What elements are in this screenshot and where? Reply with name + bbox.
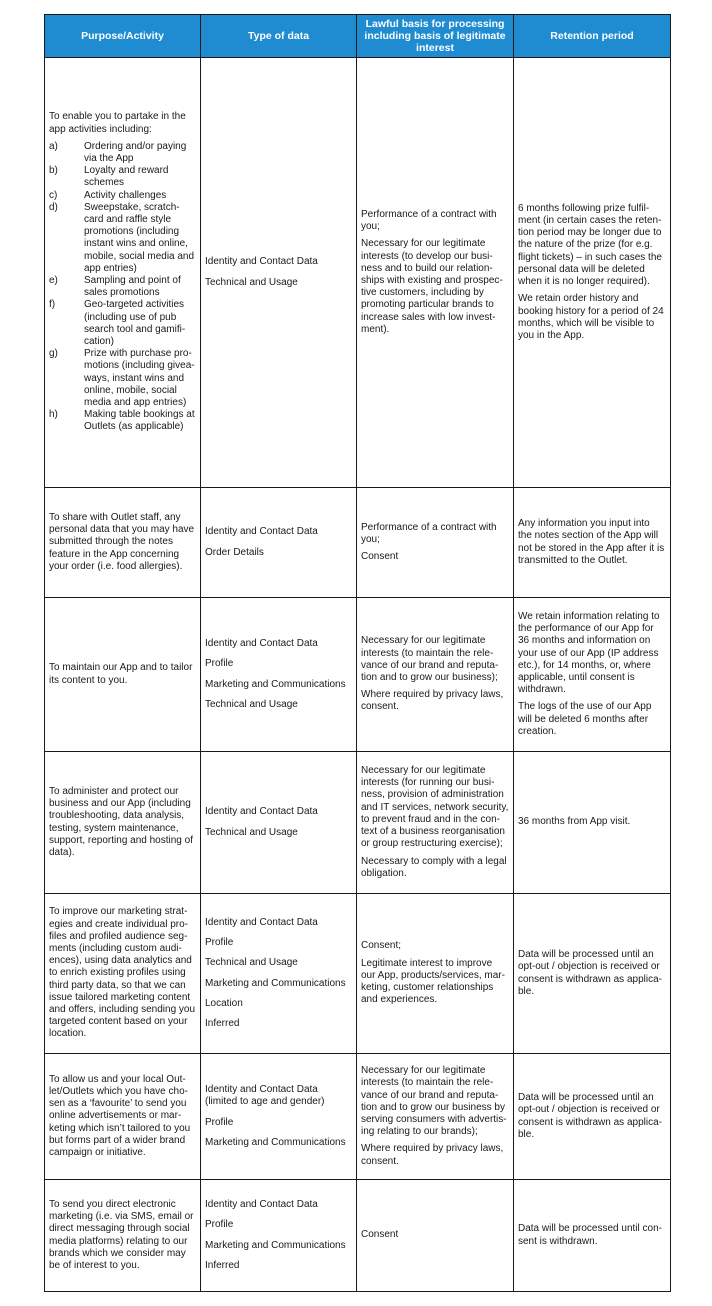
purpose-cell bbox=[45, 488, 201, 598]
basis-paragraph: Necessary for our legitimate interests (to develop our business and to build our relationships with existing and prospective customers, including by promoting particular brands to increase sales with low investment). bbox=[361, 238, 503, 335]
retention-cell bbox=[514, 1054, 671, 1180]
basis-paragraph: Legitimate interest to improve our App, products/services, marketing, customer relationships and experiences. bbox=[361, 957, 505, 1006]
purpose-text: To allow us and your local Outlet/Outlets which you have chosen as a ‘favourite’ to send you online advertisements or marketing which isn’t tailored to you but forms part of a wider brand campaign or initiative. bbox=[49, 1073, 191, 1158]
basis-paragraph: Necessary for our legitimate interests (to maintain the relevance of our brand and reputation and to grow our business); bbox=[361, 635, 499, 683]
data-type: Inferred bbox=[205, 1259, 240, 1271]
lawful-basis-cell bbox=[357, 894, 514, 1054]
data-type: Identity and Contact Data bbox=[205, 526, 318, 538]
table-row bbox=[45, 1180, 671, 1292]
purpose-cell bbox=[45, 1180, 201, 1292]
data-type: Technical and Usage bbox=[205, 957, 298, 969]
header-retention: Retention period bbox=[514, 15, 671, 58]
purpose-cell bbox=[45, 894, 201, 1054]
retention-cell bbox=[514, 488, 671, 598]
data-type: Identity and Contact Data (limited to age and gender) bbox=[205, 1084, 325, 1108]
data-type: Profile bbox=[205, 1116, 234, 1128]
type-of-data-cell bbox=[201, 58, 357, 488]
basis-paragraph: Performance of a contract with you; bbox=[361, 521, 497, 545]
lawful-basis-cell bbox=[357, 752, 514, 894]
table-row bbox=[45, 1054, 671, 1180]
purpose-text: To improve our marketing strategies and create individual profiles and profiled audience segments (including custom audiences), using data analytics and to enrich existing profiles using third party data, so that we can issue tailored marketing content and offers, including sending you targeted content based on your location. bbox=[49, 906, 196, 1040]
purpose-text: To maintain our App and to tailor its content to you. bbox=[49, 662, 193, 686]
data-type: Marketing and Communications bbox=[205, 678, 346, 690]
data-type: Identity and Contact Data bbox=[205, 806, 318, 818]
retention-paragraph: Any information you input into the notes section of the App will not be stored in the App after it is transmitted to the Outlet. bbox=[518, 518, 665, 566]
table-row bbox=[45, 894, 671, 1054]
type-of-data-cell bbox=[201, 894, 357, 1054]
data-type: Identity and Contact Data bbox=[205, 1199, 318, 1211]
activity-list bbox=[49, 141, 196, 434]
lawful-basis-cell bbox=[357, 1180, 514, 1292]
basis-paragraph: Consent; bbox=[361, 940, 402, 952]
retention-paragraph: Data will be processed until consent is withdrawn. bbox=[518, 1223, 662, 1247]
purpose-cell bbox=[45, 752, 201, 894]
table-row bbox=[45, 752, 671, 894]
list-item: b) Loyalty and reward schemes bbox=[49, 165, 169, 189]
basis-paragraph: Where required by privacy laws, consent. bbox=[361, 689, 504, 713]
data-processing-table bbox=[44, 14, 671, 1292]
type-of-data-cell bbox=[201, 598, 357, 752]
retention-paragraph: 36 months from App visit. bbox=[518, 816, 631, 828]
purpose-cell bbox=[45, 58, 201, 488]
basis-paragraph: Performance of a contract with you; bbox=[361, 208, 497, 233]
list-item: e) Sampling and point of sales promotions bbox=[49, 275, 181, 299]
basis-paragraph: Consent bbox=[361, 551, 399, 563]
retention-paragraph: We retain order history and booking history for a period of 24 months, which will be visible to you in the App. bbox=[518, 293, 664, 341]
data-type: Identity and Contact Data bbox=[205, 256, 318, 268]
table-row bbox=[45, 488, 671, 598]
data-type: Profile bbox=[205, 937, 234, 949]
lawful-basis-cell bbox=[357, 488, 514, 598]
retention-cell bbox=[514, 752, 671, 894]
list-item: h) Making table bookings at Outlets (as applicable) bbox=[49, 409, 195, 433]
table-row bbox=[45, 598, 671, 752]
data-type: Marketing and Communications bbox=[205, 977, 346, 989]
retention-paragraph: The logs of the use of our App will be deleted 6 months after creation. bbox=[518, 701, 652, 737]
purpose-text: To send you direct electronic marketing (i.e. via SMS, email or direct messaging through social media platforms) relating to our brands which we consider may be of interest to you. bbox=[49, 1198, 194, 1271]
basis-paragraph: Necessary to comply with a legal obligation. bbox=[361, 855, 507, 879]
list-item: a) Ordering and/or paying via the App bbox=[49, 140, 187, 164]
data-type: Inferred bbox=[205, 1017, 240, 1029]
type-of-data-cell bbox=[201, 488, 357, 598]
data-type: Marketing and Communications bbox=[205, 1136, 346, 1148]
list-item: f) Geo-targeted activities (including use of pub search tool and gamification) bbox=[49, 299, 186, 348]
data-type: Profile bbox=[205, 1219, 234, 1231]
retention-cell bbox=[514, 894, 671, 1054]
purpose-cell bbox=[45, 598, 201, 752]
header-purpose: Purpose/Activity bbox=[45, 15, 201, 58]
lawful-basis-cell bbox=[357, 58, 514, 488]
data-type: Technical and Usage bbox=[205, 276, 298, 288]
lawful-basis-cell bbox=[357, 1054, 514, 1180]
basis-paragraph: Necessary for our legitimate interests (to maintain the relevance of our brand and reputation and to grow our business by serving consumers with advertising relating to our brands); bbox=[361, 1065, 507, 1138]
list-item: d) Sweepstake, scratch-card and raffle style promotions (including instant wins and online, mobile, social media and app entries) bbox=[49, 201, 195, 274]
data-type: Identity and Contact Data bbox=[205, 638, 318, 650]
type-of-data-cell bbox=[201, 1180, 357, 1292]
data-type: Location bbox=[205, 997, 243, 1009]
retention-paragraph: 6 months following prize fulfilment (in certain cases the retention period may be longer due to the nature of the prize (for e.g. flight tickets) – in such cases the personal data will be deleted when it is no longer required). bbox=[518, 202, 662, 288]
data-type: Technical and Usage bbox=[205, 698, 298, 710]
purpose-cell bbox=[45, 1054, 201, 1180]
retention-cell bbox=[514, 1180, 671, 1292]
data-type: Profile bbox=[205, 658, 234, 670]
header-row bbox=[45, 15, 671, 58]
purpose-text: To enable you to partake in the app activities including: bbox=[49, 111, 186, 135]
retention-cell bbox=[514, 598, 671, 752]
data-type: Order Details bbox=[205, 546, 264, 558]
data-type: Marketing and Communications bbox=[205, 1239, 346, 1251]
type-of-data-cell bbox=[201, 1054, 357, 1180]
basis-paragraph: Necessary for our legitimate interests (for running our business, provision of administration and IT services, network security, to prevent fraud and in the context of a business reorganisation or group restructuring exercise); bbox=[361, 765, 509, 850]
basis-paragraph: Where required by privacy laws, consent. bbox=[361, 1143, 504, 1167]
retention-cell bbox=[514, 58, 671, 488]
table-row bbox=[45, 58, 671, 488]
purpose-text: To share with Outlet staff, any personal data that you may have submitted through the notes feature in the App concerning your order (i.e. food allergies). bbox=[49, 511, 195, 572]
retention-paragraph: We retain information relating to the performance of our App for 36 months and information on your use of our App (IP address etc.), for 14 months, or, where applicable, until consent is withdrawn. bbox=[518, 610, 660, 696]
list-item: c) Activity challenges bbox=[49, 189, 167, 201]
basis-paragraph: Consent bbox=[361, 1229, 399, 1241]
retention-paragraph: Data will be processed until an opt-out / objection is received or consent is withdrawn as applicable. bbox=[518, 1092, 662, 1140]
header-lawful-basis: Lawful basis for processing including basis of legitimate interest bbox=[357, 15, 514, 58]
purpose-text: To administer and protect our business and our App (including troubleshooting, data analysis, testing, system maintenance, support, reporting and hosting of data). bbox=[49, 785, 193, 858]
header-type-of-data: Type of data bbox=[201, 15, 357, 58]
data-type: Identity and Contact Data bbox=[205, 916, 318, 928]
type-of-data-cell bbox=[201, 752, 357, 894]
data-type: Technical and Usage bbox=[205, 826, 298, 838]
lawful-basis-cell bbox=[357, 598, 514, 752]
list-item: g) Prize with purchase promotions (including giveaways, instant wins and online, mobile, social media and app entries) bbox=[49, 348, 195, 409]
retention-paragraph: Data will be processed until an opt-out / objection is received or consent is withdrawn as applicable. bbox=[518, 949, 662, 997]
